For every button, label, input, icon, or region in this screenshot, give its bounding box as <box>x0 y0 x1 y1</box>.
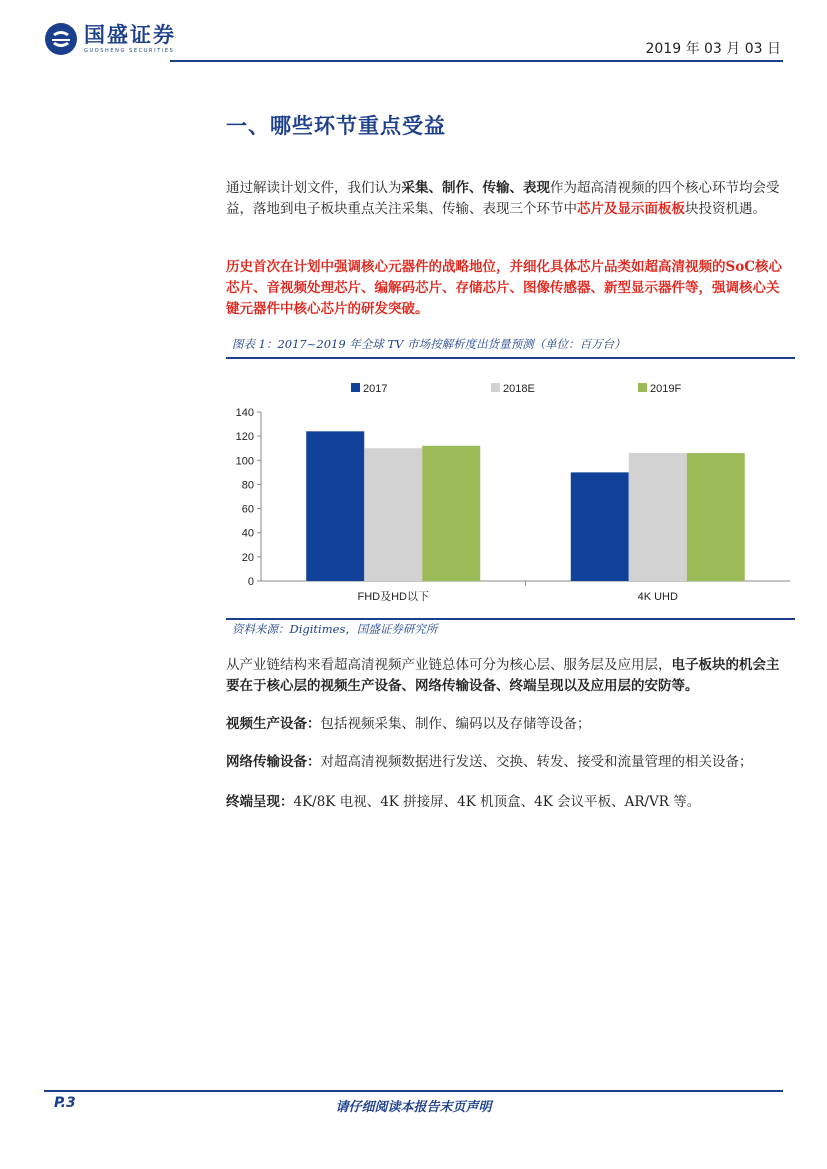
item-colon: ： <box>307 754 321 770</box>
bar-2019F-1 <box>687 453 745 581</box>
figure-bottom-rule <box>226 618 795 620</box>
tv-shipment-bar-chart <box>226 360 795 618</box>
item-label: 网络传输设备 <box>226 754 307 770</box>
x-category-label: 4K UHD <box>637 591 678 603</box>
keyword-chuanshu: 传输 <box>482 180 510 196</box>
y-tick-label: 40 <box>241 527 254 540</box>
highlight-paragraph: 历史首次在计划中强调核心元器件的战略地位，并细化具体芯片品类如超高清视频的SoC核心芯片、音视频处理芯片、编解码芯片、存储芯片、图像传感器、新型显示器件等，强调核心关键元器件中核心芯片的研发突破。 <box>226 259 782 317</box>
figure-top-rule <box>226 357 795 359</box>
legend-swatch-2019F <box>638 383 647 392</box>
separator: 、 <box>509 180 523 196</box>
logo-mark-icon <box>44 22 78 56</box>
text-run: 块投资机遇。 <box>685 201 766 217</box>
logo-subtext: GUOSHENG SECURITIES <box>84 48 175 54</box>
network-transmission-item <box>226 752 782 773</box>
terminal-display-item <box>226 792 782 813</box>
industry-chain-paragraph <box>226 655 782 697</box>
bold-conclusion: 电子板块的机会主要在于核心层的视频生产设备、网络传输设备、终端呈现以及应用层的安防等。 <box>226 657 780 694</box>
text-run: 从产业链结构来看超高清视频产业链总体可分为核心层、服务层及应用层， <box>226 657 672 673</box>
item-colon: ： <box>307 716 321 732</box>
figure-source: 资料来源：Digitimes，国盛证券研究所 <box>232 622 438 636</box>
keyword-zhizuo: 制作 <box>442 180 469 196</box>
disclaimer-notice: 请仔细阅读本报告末页声明 <box>335 1100 492 1115</box>
item-label: 终端呈现 <box>226 794 280 810</box>
legend-label-2019F: 2019F <box>650 383 682 395</box>
bar-2018E-0 <box>364 448 422 581</box>
report-date: 2019 年 03 月 03 日 <box>645 41 781 57</box>
text-run: 通过解读计划文件，我们认为 <box>226 180 402 196</box>
legend-swatch-2017 <box>351 383 360 392</box>
item-label: 视频生产设备 <box>226 716 307 732</box>
y-tick-label: 0 <box>247 576 254 588</box>
page-number: P.3 <box>54 1095 76 1111</box>
bar-2017-1 <box>571 472 629 581</box>
keyword-biaoxian: 表现 <box>523 180 550 196</box>
header-divider <box>170 60 783 62</box>
legend-label-2018E: 2018E <box>503 383 535 395</box>
bar-2019F-0 <box>422 446 480 581</box>
text-run: 作为超高清视频的四个核心环节均会受益，落地到电子板块重点关注采集、传输、表现三个环节中 <box>226 180 780 217</box>
logo-text: 国盛证券 <box>84 23 176 47</box>
x-category-label: FHD及HD以下 <box>357 591 429 603</box>
y-tick-label: 140 <box>235 407 254 419</box>
legend-label-2017: 2017 <box>363 383 388 395</box>
footer-divider <box>44 1090 783 1092</box>
figure-title: 图表 1：2017~2019 年全球 TV 市场按解析度出货量预测（单位：百万台） <box>232 337 626 351</box>
bar-2017-0 <box>306 431 364 581</box>
bar-2018E-1 <box>629 453 687 581</box>
item-text: 对超高清视频数据进行发送、交换、转发、接受和流量管理的相关设备； <box>320 754 753 770</box>
item-text: 包括视频采集、制作、编码以及存储等设备； <box>320 716 591 732</box>
item-colon: ： <box>280 794 294 810</box>
video-production-item <box>226 714 782 735</box>
separator: 、 <box>469 180 483 196</box>
item-text: 4K/8K 电视、4K 拼接屏、4K 机顶盒、4K 会议平板、AR/VR 等。 <box>293 794 701 810</box>
y-tick-label: 80 <box>241 479 254 492</box>
company-logo <box>44 22 176 56</box>
legend-swatch-2018E <box>491 383 500 392</box>
y-tick-label: 120 <box>235 431 254 444</box>
y-tick-label: 20 <box>241 551 254 564</box>
keyword-caiji: 采集 <box>401 180 429 196</box>
y-tick-label: 100 <box>235 455 254 468</box>
intro-paragraph <box>226 178 782 220</box>
section-title: 一、哪些环节重点受益 <box>226 114 446 138</box>
separator: 、 <box>428 180 442 196</box>
highlight-chip-panel: 芯片及显示面板板 <box>577 201 685 217</box>
y-tick-label: 60 <box>241 503 254 516</box>
